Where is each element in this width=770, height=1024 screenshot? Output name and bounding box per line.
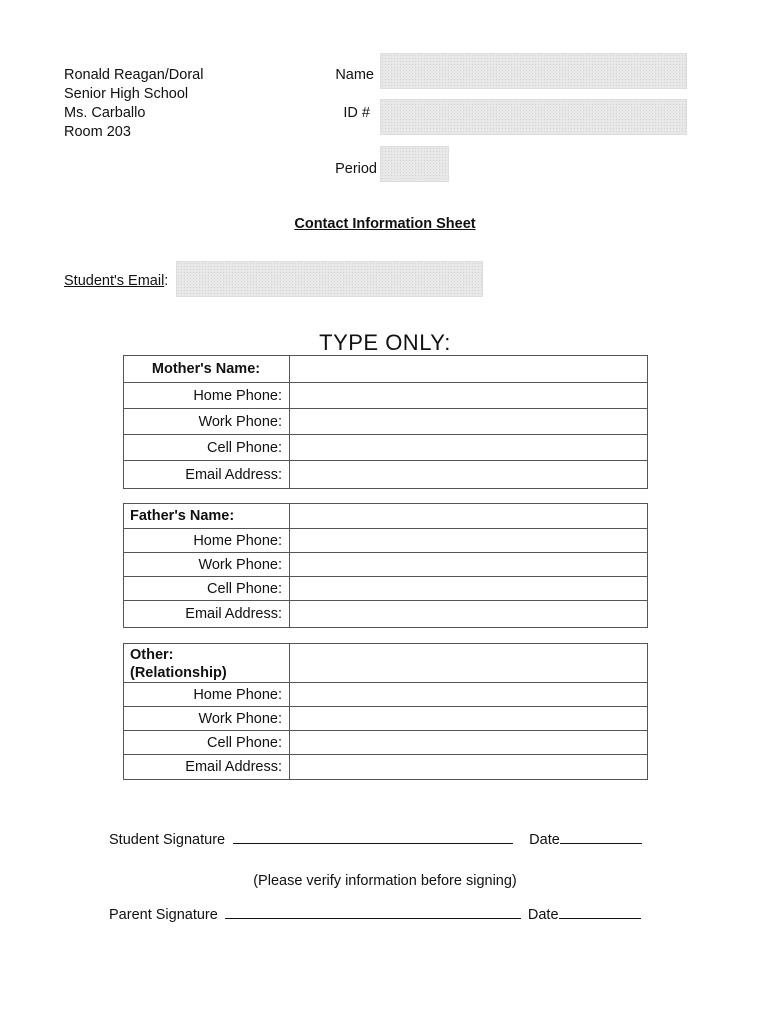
relationship-label: (Relationship) [130, 665, 227, 681]
parent-signature-row [109, 906, 641, 923]
period-field[interactable] [380, 146, 449, 182]
father-email-label: Email Address: [124, 601, 290, 628]
other-email-label: Email Address: [124, 755, 290, 780]
student-date-label: Date [529, 832, 560, 848]
other-relationship-input[interactable] [290, 644, 648, 683]
other-cell-phone-input[interactable] [290, 731, 648, 755]
student-email-field[interactable] [176, 261, 483, 297]
school-address [64, 66, 203, 142]
father-home-phone-label: Home Phone: [124, 529, 290, 553]
father-name-input[interactable] [290, 504, 648, 529]
verify-note: (Please verify information before signing) [253, 873, 517, 889]
id-field[interactable] [380, 99, 687, 135]
father-name-label: Father's Name: [124, 504, 290, 529]
other-label: Other: [130, 647, 174, 663]
student-signature-label: Student Signature [109, 832, 226, 848]
mother-table [123, 355, 648, 489]
father-table [123, 503, 648, 628]
student-signature-line[interactable] [233, 831, 513, 844]
address-line: Ronald Reagan/Doral [64, 67, 204, 83]
address-line: Ms. Carballo [64, 105, 146, 121]
name-field[interactable] [380, 53, 687, 89]
parent-signature-label: Parent Signature [109, 907, 218, 923]
address-line: Room 203 [64, 124, 131, 140]
mother-cell-phone-input[interactable] [290, 435, 648, 461]
mother-email-label: Email Address: [124, 461, 290, 489]
student-signature-row [109, 831, 642, 848]
other-relationship-label [124, 644, 290, 683]
period-label: Period [335, 161, 377, 177]
type-only-heading: TYPE ONLY: [319, 330, 451, 355]
parent-signature-line[interactable] [225, 906, 521, 919]
page-title: Contact Information Sheet [294, 216, 476, 232]
father-work-phone-label: Work Phone: [124, 553, 290, 577]
father-email-input[interactable] [290, 601, 648, 628]
student-email-label-text: Student's Email [64, 273, 165, 289]
mother-home-phone-input[interactable] [290, 383, 648, 409]
other-cell-phone-label: Cell Phone: [124, 731, 290, 755]
father-cell-phone-input[interactable] [290, 577, 648, 601]
parent-date-label: Date [527, 907, 559, 923]
mother-home-phone-label: Home Phone: [124, 383, 290, 409]
other-home-phone-label: Home Phone: [124, 683, 290, 707]
mother-name-label: Mother's Name: [124, 356, 290, 383]
student-email-label [64, 273, 168, 289]
other-home-phone-input[interactable] [290, 683, 648, 707]
other-table [123, 643, 648, 780]
mother-name-input[interactable] [290, 356, 648, 383]
other-work-phone-input[interactable] [290, 707, 648, 731]
id-label: ID # [343, 105, 370, 121]
father-cell-phone-label: Cell Phone: [124, 577, 290, 601]
address-line: Senior High School [64, 86, 189, 102]
father-home-phone-input[interactable] [290, 529, 648, 553]
name-label: Name [335, 67, 374, 83]
mother-email-input[interactable] [290, 461, 648, 489]
other-work-phone-label: Work Phone: [124, 707, 290, 731]
parent-date-line[interactable] [559, 906, 641, 919]
student-email-colon: : [164, 273, 169, 289]
other-email-input[interactable] [290, 755, 648, 780]
student-date-line[interactable] [560, 831, 642, 844]
mother-work-phone-label: Work Phone: [124, 409, 290, 435]
mother-work-phone-input[interactable] [290, 409, 648, 435]
father-work-phone-input[interactable] [290, 553, 648, 577]
mother-cell-phone-label: Cell Phone: [124, 435, 290, 461]
